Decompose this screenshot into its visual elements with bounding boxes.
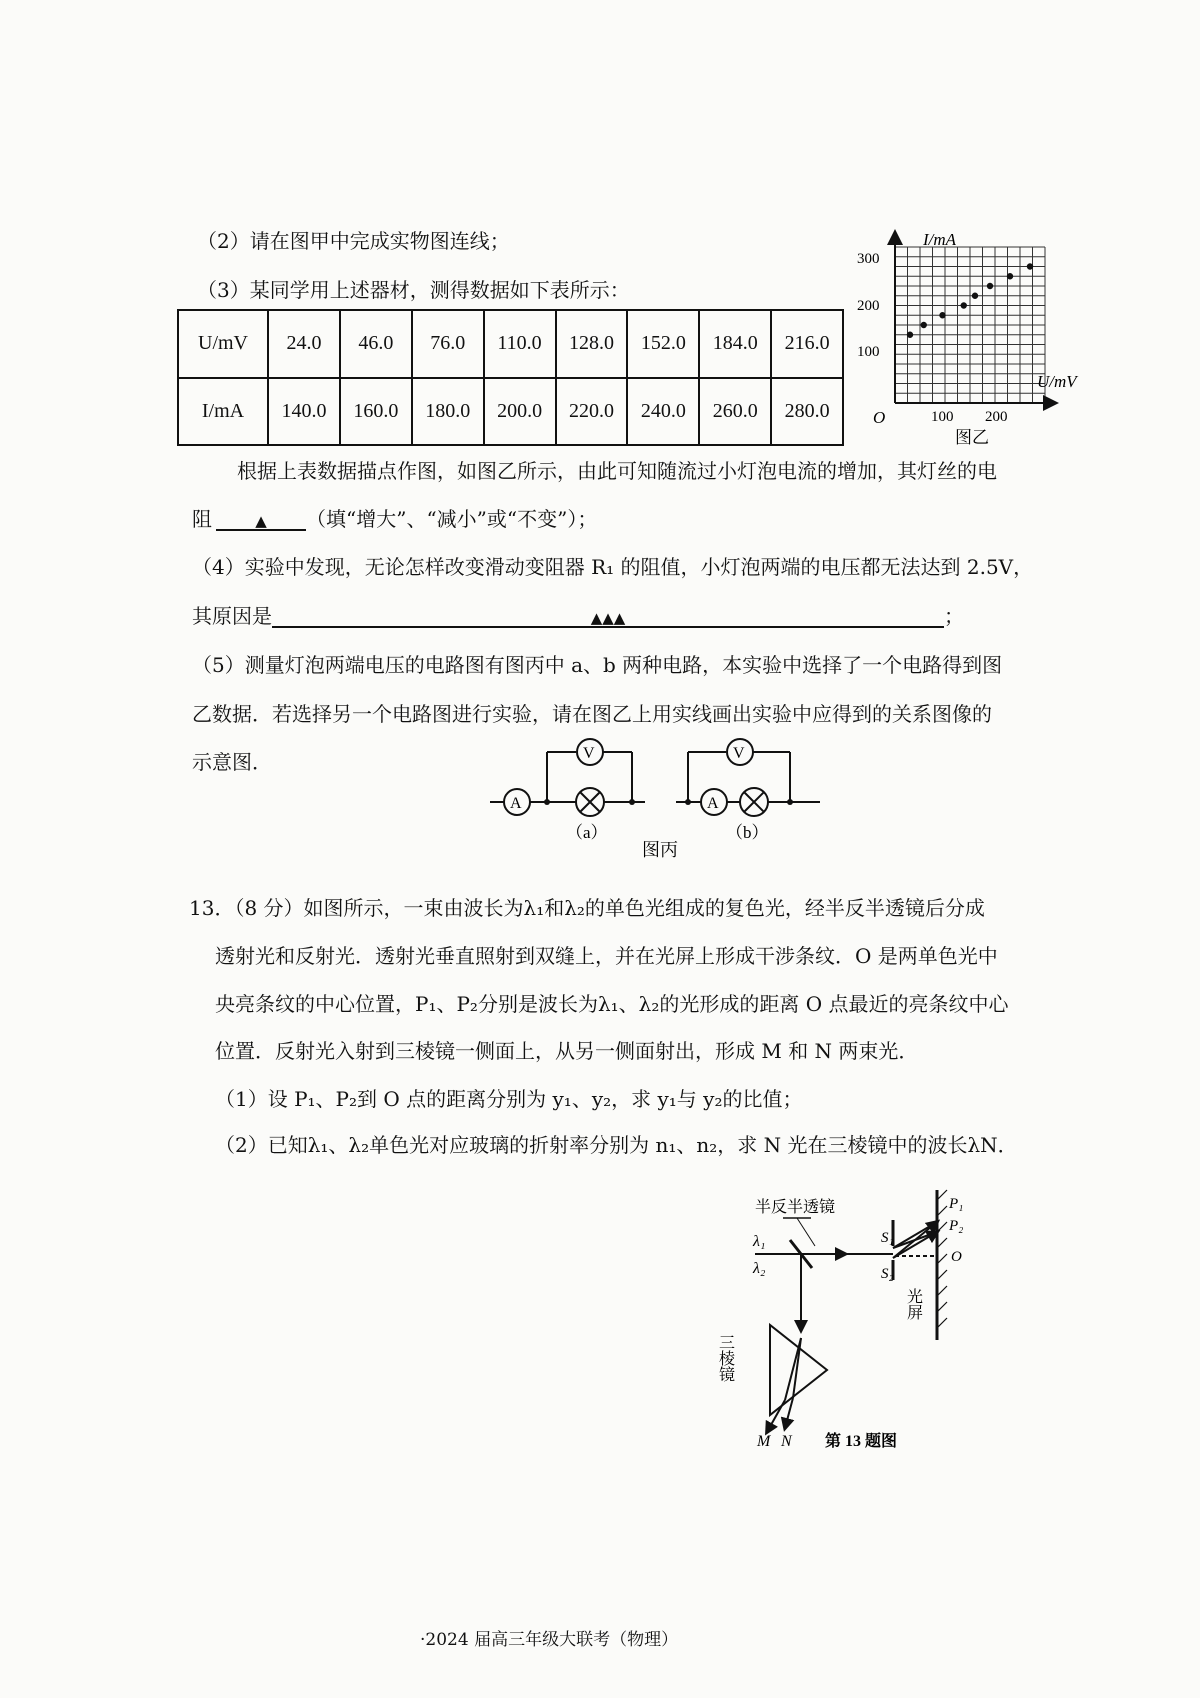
data-point <box>921 322 927 328</box>
s2-label: S₂ <box>881 1266 894 1282</box>
prism-icon <box>770 1325 827 1415</box>
data-table <box>177 309 844 446</box>
i-cell: 140.0 <box>268 378 340 446</box>
data-point <box>987 283 993 289</box>
q12-part5-line2: 乙数据．若选择另一个电路图进行实验，请在图乙上用实线画出实验中应得到的关系图像的 <box>192 702 992 726</box>
y-tick-label: 200 <box>857 298 880 314</box>
q13-line4: 位置．反射光入射到三棱镜一侧面上，从另一侧面射出，形成 M 和 N 两束光． <box>215 1039 919 1063</box>
u-cell: 46.0 <box>340 310 412 378</box>
table-row <box>178 310 843 378</box>
ammeter-label: A <box>707 795 719 812</box>
q13-line2: 透射光和反射光．透射光垂直照射到双缝上，并在光屏上形成干涉条纹．O 是两单色光中 <box>215 944 998 968</box>
text-reason: 其原因是 <box>192 604 272 628</box>
q12-part5-line1: （5）测量灯泡两端电压的电路图有图丙中 a、b 两种电路，本实验中选择了一个电路得到图 <box>192 653 1003 677</box>
q13-line3: 央亮条纹的中心位置，P₁、P₂分别是波长为λ₁、λ₂的光形成的距离 O 点最近的亮条纹中心 <box>215 992 1009 1016</box>
u-cell: 110.0 <box>484 310 556 378</box>
circuit-a-label: （a） <box>566 823 608 842</box>
i-cell: 260.0 <box>699 378 771 446</box>
u-cell: 128.0 <box>556 310 628 378</box>
voltmeter-label: V <box>733 745 745 762</box>
i-cell: 160.0 <box>340 378 412 446</box>
text-resistance: 阻 <box>192 507 212 531</box>
q13-figure-caption: 第 13 题图 <box>825 1433 898 1450</box>
data-point <box>1027 263 1033 269</box>
ammeter-label: A <box>510 795 522 812</box>
n-label: N <box>781 1433 792 1450</box>
x-tick-label: 200 <box>985 409 1008 425</box>
fill-hint: （填“增大”、“减小”或“不变”）； <box>306 507 598 531</box>
q12-part4-line2 <box>192 606 964 628</box>
x-axis-label: U/mV <box>1037 372 1077 391</box>
u-cell: 24.0 <box>268 310 340 378</box>
data-point <box>939 312 945 318</box>
answer-mark-3: ▲▲▲ <box>590 609 626 627</box>
i-cell: 180.0 <box>412 378 484 446</box>
i-cell: 280.0 <box>771 378 843 446</box>
answer-blank-2[interactable] <box>272 606 944 628</box>
o-label: O <box>951 1249 962 1265</box>
lambda2-label: λ₂ <box>753 1260 766 1277</box>
p1-label: P₁ <box>949 1196 964 1212</box>
i-cell: 220.0 <box>556 378 628 446</box>
q13-line1: 13．（8 分）如图所示，一束由波长为λ₁和λ₂的单色光组成的复色光，经半反半透镜后分成 <box>189 896 985 920</box>
screen-label: 光屏 <box>904 1288 922 1320</box>
data-point <box>961 302 967 308</box>
table-row <box>178 378 843 446</box>
table-header-i: I/mA <box>178 378 268 446</box>
q13-sub1: （1）设 P₁、P₂到 O 点的距离分别为 y₁、y₂，求 y₁与 y₂的比值； <box>215 1087 803 1111</box>
u-cell: 216.0 <box>771 310 843 378</box>
q12-part2: （2）请在图甲中完成实物图连线； <box>197 229 510 253</box>
y-tick-label: 100 <box>857 344 880 360</box>
q13-optics-figure <box>715 1160 995 1450</box>
half-mirror-label: 半反半透镜 <box>755 1199 836 1216</box>
figure-yi-chart <box>855 225 1095 450</box>
q12-part5-line3: 示意图． <box>192 750 272 774</box>
q12-analysis-line1: 根据上表数据描点作图，如图乙所示，由此可知随流过小灯泡电流的增加，其灯丝的电 <box>237 459 997 483</box>
chart-grid <box>895 247 1045 403</box>
s1-label: S₁ <box>881 1230 894 1246</box>
circuit-b-label: （b） <box>726 823 769 842</box>
m-label: M <box>757 1433 771 1450</box>
y-tick-label: 300 <box>857 251 880 267</box>
p2-label: P₂ <box>949 1218 964 1234</box>
origin-label: O <box>873 408 886 427</box>
table-header-u: U/mV <box>178 310 268 378</box>
answer-mark-1: ▲ <box>255 512 267 530</box>
prism-label: 三棱镜 <box>716 1334 734 1382</box>
data-point <box>972 293 978 299</box>
y-axis-label: I/mA <box>923 230 957 249</box>
q12-part3: （3）某同学用上述器材，测得数据如下表所示： <box>197 278 630 302</box>
data-point <box>1007 273 1013 279</box>
u-cell: 76.0 <box>412 310 484 378</box>
circuit-b <box>676 739 820 816</box>
i-cell: 200.0 <box>484 378 556 446</box>
u-cell: 184.0 <box>699 310 771 378</box>
lambda1-label: λ₁ <box>753 1233 766 1250</box>
q13-sub2: （2）已知λ₁、λ₂单色光对应玻璃的折射率分别为 n₁、n₂，求 N 光在三棱镜中的波长λN． <box>215 1133 1018 1157</box>
q12-analysis-line2 <box>192 509 597 531</box>
page-footer: ·2024 届高三年级大联考（物理） <box>420 1630 679 1650</box>
figure-bing-circuits <box>490 732 850 872</box>
data-point <box>907 332 913 338</box>
answer-blank-1[interactable] <box>216 509 306 531</box>
voltmeter-label: V <box>583 745 595 762</box>
figure-yi-caption: 图乙 <box>955 428 989 447</box>
u-cell: 152.0 <box>627 310 699 378</box>
x-tick-label: 100 <box>931 409 954 425</box>
i-cell: 240.0 <box>627 378 699 446</box>
semicolon: ； <box>944 604 964 628</box>
figure-bing-caption: 图丙 <box>642 840 678 860</box>
q12-part4-line1: （4）实验中发现，无论怎样改变滑动变阻器 R₁ 的阻值，小灯泡两端的电压都无法达到 2.5V， <box>192 555 1034 579</box>
